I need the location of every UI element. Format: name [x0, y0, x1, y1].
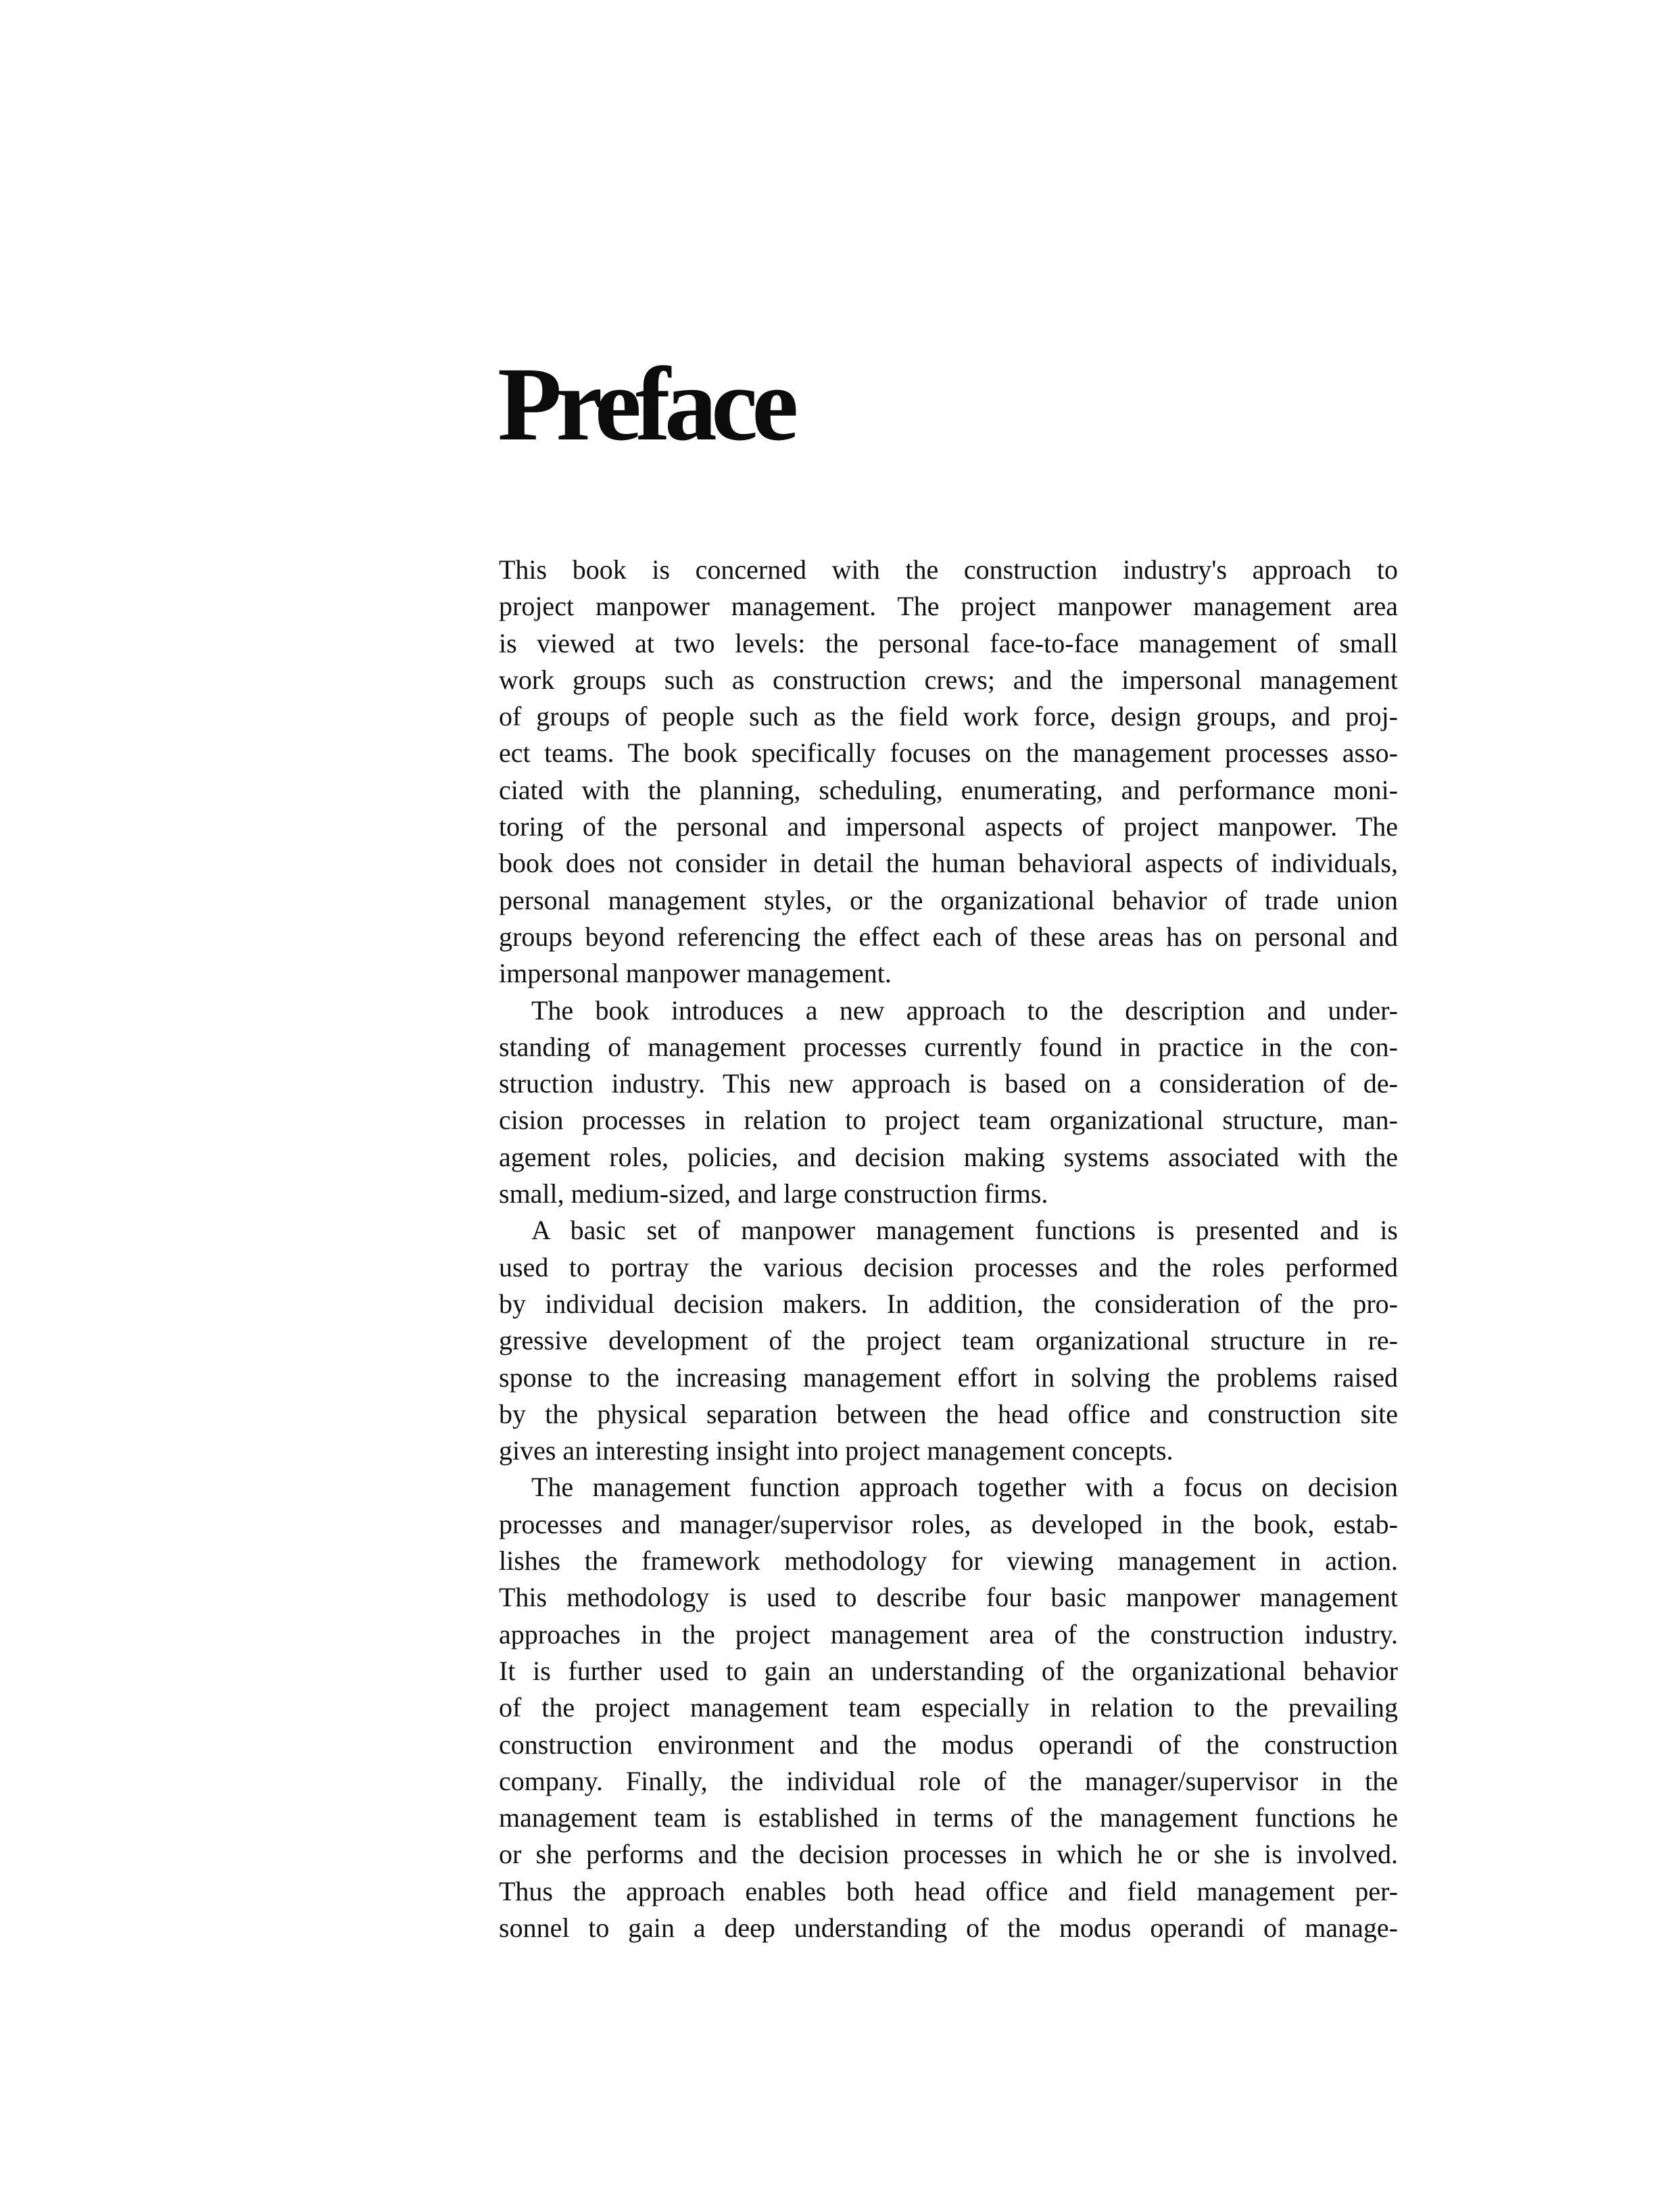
page-title: Preface [498, 345, 793, 462]
text-line: construction environment and the modus operandi of the construction [499, 1729, 1398, 1760]
text-line: The management function approach together with a focus on decision [531, 1472, 1398, 1503]
paragraph-3 [499, 1212, 1398, 1469]
text-line: personal management styles, or the organizational behavior of trade union [499, 884, 1398, 915]
paragraph-4 [499, 1469, 1398, 1946]
text-line: Thus the approach enables both head office and field management per- [499, 1875, 1398, 1906]
text-line: is viewed at two levels: the personal face-to-face management of small [499, 627, 1398, 658]
text-line: sonnel to gain a deep understanding of the modus operandi of manage- [499, 1912, 1398, 1943]
text-line: sponse to the increasing management effort in solving the problems raised [499, 1362, 1398, 1393]
text-line: agement roles, policies, and decision making systems associated with the [499, 1141, 1398, 1172]
text-line: struction industry. This new approach is based on a consideration of de- [499, 1068, 1398, 1099]
text-line: standing of management processes currently found in practice in the con- [499, 1031, 1398, 1062]
text-line: groups beyond referencing the effect each of these areas has on personal and [499, 921, 1398, 952]
text-line: company. Finally, the individual role of the manager/supervisor in the [499, 1765, 1398, 1796]
text-line: work groups such as construction crews; and the impersonal management [499, 664, 1398, 695]
text-line: project manpower management. The project manpower management area [499, 591, 1398, 622]
text-line: of the project management team especially in relation to the prevailing [499, 1692, 1398, 1723]
text-line: processes and manager/supervisor roles, as developed in the book, estab- [499, 1508, 1398, 1539]
text-line: gressive development of the project team organizational structure in re- [499, 1325, 1398, 1356]
text-line: gives an interesting insight into project management concepts. [499, 1435, 1173, 1466]
text-line: A basic set of manpower management functions is presented and is [531, 1215, 1398, 1246]
text-line: The book introduces a new approach to the description and under- [531, 994, 1398, 1026]
text-line: impersonal manpower management. [499, 958, 892, 989]
text-line: ect teams. The book specifically focuses on the management processes asso- [499, 738, 1398, 769]
text-line: ciated with the planning, scheduling, enumerating, and performance moni- [499, 774, 1398, 805]
text-line: This book is concerned with the construction industry's approach to [499, 554, 1398, 585]
text-line: small, medium-sized, and large construction firms. [499, 1178, 1048, 1209]
text-line: by the physical separation between the head office and construction site [499, 1398, 1398, 1429]
text-line: management team is established in terms of the management functions he [499, 1802, 1398, 1833]
paragraph-2 [499, 992, 1398, 1213]
paragraph-1 [499, 552, 1398, 992]
text-line: lishes the framework methodology for viewing management in action. [499, 1545, 1398, 1577]
text-line: cision processes in relation to project team organizational structure, man- [499, 1105, 1398, 1136]
text-line: This methodology is used to describe four basic manpower management [499, 1582, 1398, 1613]
text-line: used to portray the various decision processes and the roles performed [499, 1251, 1398, 1282]
text-line: approaches in the project management area of the construction industry. [499, 1618, 1398, 1650]
preface-body [499, 552, 1398, 1946]
text-line: book does not consider in detail the human behavioral aspects of individuals, [499, 848, 1398, 879]
text-line: by individual decision makers. In addition, the consideration of the pro- [499, 1288, 1398, 1319]
text-line: It is further used to gain an understanding of the organizational behavior [499, 1655, 1398, 1686]
text-line: toring of the personal and impersonal aspects of project manpower. The [499, 811, 1398, 842]
text-line: or she performs and the decision processes in which he or she is involved. [499, 1839, 1398, 1870]
text-line: of groups of people such as the field work force, design groups, and proj- [499, 701, 1398, 732]
